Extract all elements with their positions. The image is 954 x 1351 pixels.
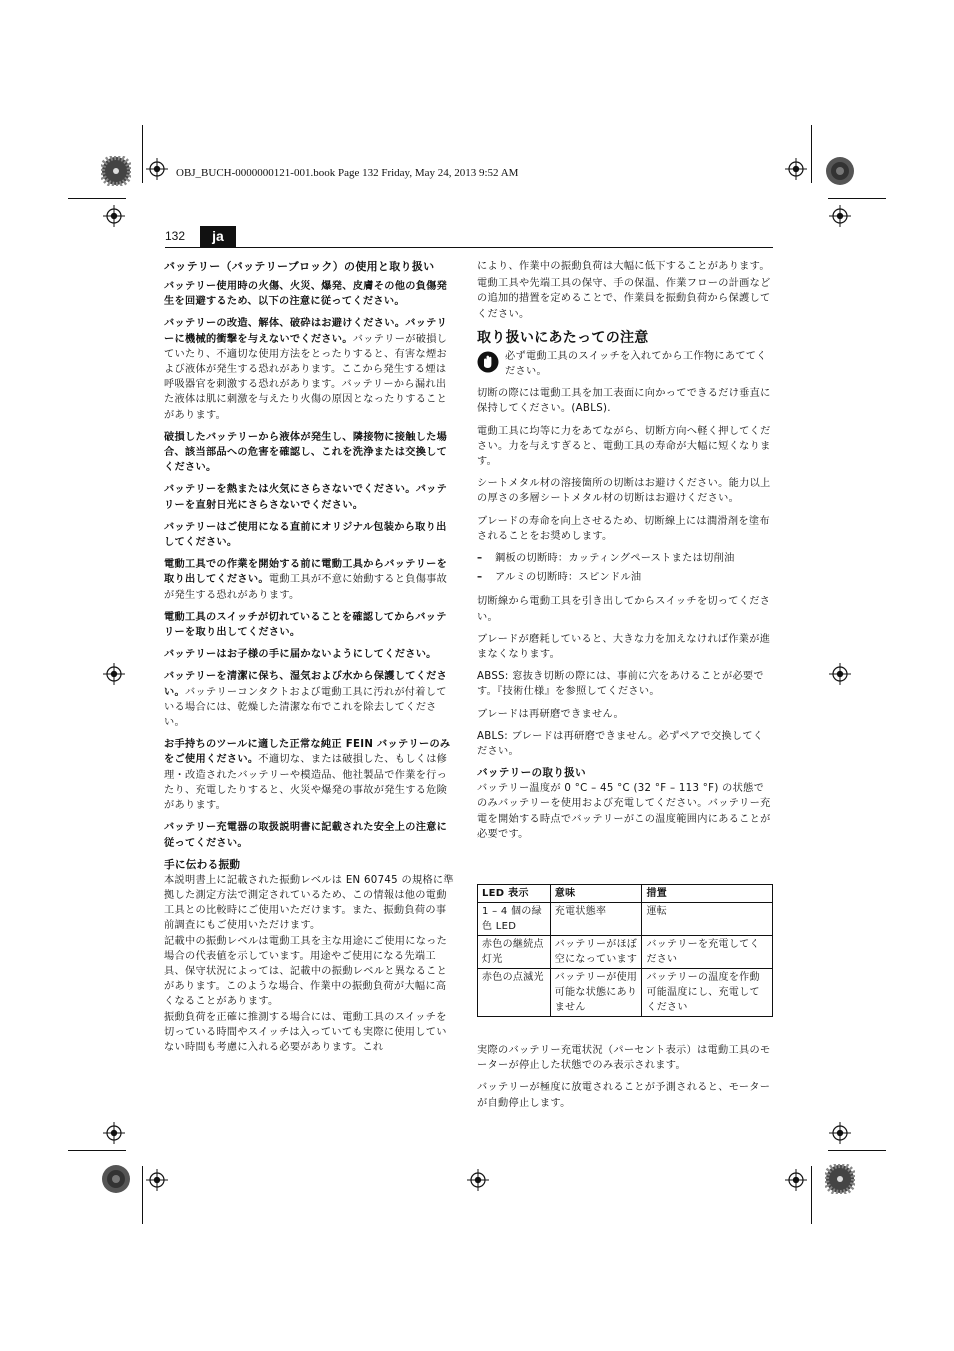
right-column xyxy=(477,259,773,849)
list-item-text: アルミの切断時：スピンドル油 xyxy=(495,572,642,584)
abls-label: ABLS: xyxy=(477,730,509,742)
battery-paragraph: バッテリー充電器の取扱説明書に記載された安全上の注意に従ってください。 xyxy=(164,822,448,849)
handling-paragraph: 切断の際には電動工具を加工表面に向かってできるだけ垂直に保持してください。(ABLS). xyxy=(477,388,771,415)
abss-label: ABSS: xyxy=(477,671,509,683)
page-number: 132 xyxy=(165,229,186,243)
table-cell: バッテリーの温度を作動可能温度にし、充電してください xyxy=(642,969,773,1017)
registration-mark-icon xyxy=(103,205,125,227)
battery-paragraph-bold: バッテリーの改造、解体、破砕はお避けください。バッテリーに機械的衝撃を与えないでください。 xyxy=(164,318,448,345)
battery-paragraph-bold: 電動工具での作業を開始する前に電動工具からバッテリーを取り出してください。 xyxy=(164,559,448,586)
battery-handling-heading: バッテリーの取り扱い xyxy=(477,767,586,780)
battery-paragraph-text: バッテリーコンタクトおよび電動工具に汚れが付着している場合には、乾燥した清潔な布でこれを除去してください。 xyxy=(164,686,447,729)
color-calibration-wheel-icon xyxy=(101,156,131,190)
registration-mark-icon xyxy=(829,1122,851,1144)
color-calibration-wheel-icon xyxy=(101,1164,131,1198)
print-slug: OBJ_BUCH-0000000121-001.book Page 132 Friday, May 24, 2013 9:52 AM xyxy=(176,167,519,179)
battery-paragraph: 電動工具のスイッチが切れていることを確認してからバッテリーを取り出してください。 xyxy=(164,611,447,639)
handling-paragraph: ブレードは再研磨できません。 xyxy=(477,708,625,720)
battery-intro: バッテリー使用時の火傷、火災、爆発、皮膚その他の負傷発生を回避するため、以下の注意に従ってください。 xyxy=(164,281,448,308)
registration-mark-icon xyxy=(785,158,807,180)
table-header-action: 措置 xyxy=(642,885,773,903)
color-calibration-wheel-icon xyxy=(825,156,855,190)
vibration-paragraph: 本説明書上に記載された振動レベルは EN 60745 の規格に準拠した測定方法で測定されているため、この情報は他の電動工具との比較時にご使用いただけます。また、振動負荷の事前調査にもご使用いただけます。 xyxy=(164,874,454,932)
color-calibration-wheel-icon xyxy=(825,1164,855,1198)
battery-paragraph xyxy=(164,737,456,813)
registration-mark-icon xyxy=(146,158,168,180)
handling-paragraph: シートメタル材の溶接箇所の切断はお避けください。能力以上の厚さの多層シートメタル材の切断はお避けください。 xyxy=(477,478,771,505)
abss-note xyxy=(477,669,773,699)
registration-mark-icon xyxy=(785,1169,807,1191)
table-header-led: LED 表示 xyxy=(478,885,551,903)
battery-paragraph: バッテリーはお子様の手に届かないようにしてください。 xyxy=(164,649,437,661)
warning-text: 必ず電動工具のスイッチを入れてから工作物にあててください。 xyxy=(505,350,767,378)
battery-paragraph: バッテリーを熱または火気にさらさないでください。バッテリーを直射日光にさらさないでください。 xyxy=(164,484,448,511)
list-item xyxy=(477,551,773,566)
registration-mark-icon xyxy=(103,1122,125,1144)
vibration-continued: により、作業中の振動負荷は大幅に低下することがあります。 xyxy=(477,261,770,272)
battery-paragraph-bold: バッテリーを清潔に保ち、湿気および水から保護してください。 xyxy=(164,671,448,698)
registration-mark-icon xyxy=(829,663,851,685)
gloved-hand-warning-icon xyxy=(477,351,499,373)
table-cell: 充電状態率 xyxy=(550,903,642,936)
handling-paragraph: 切断線から電動工具を引き出してからスイッチを切ってください。 xyxy=(477,596,771,623)
battery-paragraph-text: バッテリーが破損していたり、不適切な使用方法をとったりすると、有害な煙および液体が発生する恐れがあります。ここから発生する煙は呼吸器官を刺激する恐れがあります。バッテリーから漏れ出た液体は肌に刺激を与えたり火傷の原因となったりすることがあります。 xyxy=(164,333,448,421)
table-cell: 赤色の点滅光 xyxy=(478,969,551,1017)
left-column xyxy=(164,259,456,1055)
list-dash: – xyxy=(477,572,483,584)
battery-paragraph xyxy=(164,669,456,730)
table-cell: 1 – 4 個の緑色 LED xyxy=(478,903,551,936)
registration-mark-icon xyxy=(146,1169,168,1191)
table-header-row xyxy=(478,885,773,903)
right-column-after-table xyxy=(477,1043,773,1118)
registration-mark-icon xyxy=(103,663,125,685)
charge-display-note: 実際のバッテリー充電状況（パーセント表示）は電動工具のモーターが停止した状態でのみ表示されます。 xyxy=(477,1045,771,1072)
abls-text: ブレードは再研磨できません。必ずペアで交換してください。 xyxy=(477,730,764,758)
table-cell: バッテリーを充電してください xyxy=(642,936,773,969)
list-item-text: 鋼板の切断時：カッティングペーストまたは切削油 xyxy=(495,553,735,565)
table-header-meaning: 意味 xyxy=(550,885,642,903)
registration-mark-icon xyxy=(829,205,851,227)
temperature-paragraph: バッテリー温度が 0 °C – 45 °C (32 °F – 113 °F) の状態でのみバッテリーを使用および充電してください。バッテリー充電を開始する時点でバッテリーがこの温度範囲内にあることが必要です。 xyxy=(477,783,771,840)
battery-paragraph: バッテリーはご使用になる直前にオリジナル包装から取り出してください。 xyxy=(164,521,447,549)
battery-paragraph-bold: お手持ちのツールに適した正常な純正 FEIN バッテリーのみをご使用ください。 xyxy=(164,739,451,766)
auto-stop-note: バッテリーが極度に放電されることが予測されると、モーターが自動停止します。 xyxy=(477,1082,771,1109)
list-item xyxy=(477,570,773,585)
header-rule xyxy=(165,247,773,248)
registration-mark-icon xyxy=(467,1169,489,1191)
handling-paragraph: 電動工具に均等に力をあてながら、切断方向へ軽く押してください。力を与えすぎると、電動工具の寿命が大幅に短くなります。 xyxy=(477,425,771,468)
table-cell: バッテリーが使用可能な状態にありません xyxy=(550,969,642,1017)
table-cell: バッテリーがほぼ空になっています xyxy=(550,936,642,969)
battery-paragraph-text: 不適切な、または破損した、もしくは修理・改造されたバッテリーや模造品、他社製品で作業を行ったり、充電したりすると、火災や爆発の事故が発生する危険があります。 xyxy=(164,754,448,812)
battery-paragraph xyxy=(164,557,456,603)
vibration-paragraph: 振動負荷を正確に推測する場合には、電動工具のスイッチを切っている時間やスイッチは入っていても実際に使用していない時間も考慮に入れる必要があります。これ xyxy=(164,1011,447,1053)
battery-paragraph xyxy=(164,316,456,422)
table-cell: 運転 xyxy=(642,903,773,936)
battery-paragraph-text: 電動工具が不意に始動すると負傷事故が発生する恐れがあります。 xyxy=(164,574,448,601)
handling-heading: 取り扱いにあたっての注意 xyxy=(477,329,649,346)
handling-paragraph: ブレードが磨耗していると、大きな力を加えなければ作業が進まなくなります。 xyxy=(477,633,771,661)
battery-paragraph: 破損したバッテリーから液体が発生し、隣接物に接触した場合、該当部品への危害を確認し、これを洗浄または交換してください。 xyxy=(164,431,448,474)
vibration-paragraph: 電動工具や先端工具の保守、手の保温、作業フローの計画などの追加的措置を定めることで、作業員を振動負荷から保護してください。 xyxy=(477,278,771,320)
table-row xyxy=(478,903,773,936)
language-tab: ja xyxy=(200,226,236,247)
abls-note xyxy=(477,729,773,759)
led-status-table xyxy=(477,884,773,1017)
battery-heading: バッテリー（バッテリーブロック）の使用と取り扱い xyxy=(164,260,435,273)
vibration-paragraph: 記載中の振動レベルは電動工具を主な用途にご使用になった場合の代表値を示しています。用途やご使用になる先端工具、保守状況によっては、記載中の振動レベルと異なることがあります。このような場合、作業中の振動負荷が大幅に高くなることがあります。 xyxy=(164,935,448,1008)
warning-note xyxy=(477,349,773,379)
vibration-heading: 手に伝わる振動 xyxy=(164,858,241,871)
table-row xyxy=(478,969,773,1017)
list-dash: – xyxy=(477,553,483,565)
table-cell: 赤色の継続点灯光 xyxy=(478,936,551,969)
table-row xyxy=(478,936,773,969)
handling-paragraph: ブレードの寿命を向上させるため、切断線上には潤滑剤を塗布されることをお奨めします。 xyxy=(477,515,770,542)
abss-text: 窓抜き切断の際には、事前に穴をあけることが必要です。『技術仕様』を参照してください。 xyxy=(477,671,764,698)
